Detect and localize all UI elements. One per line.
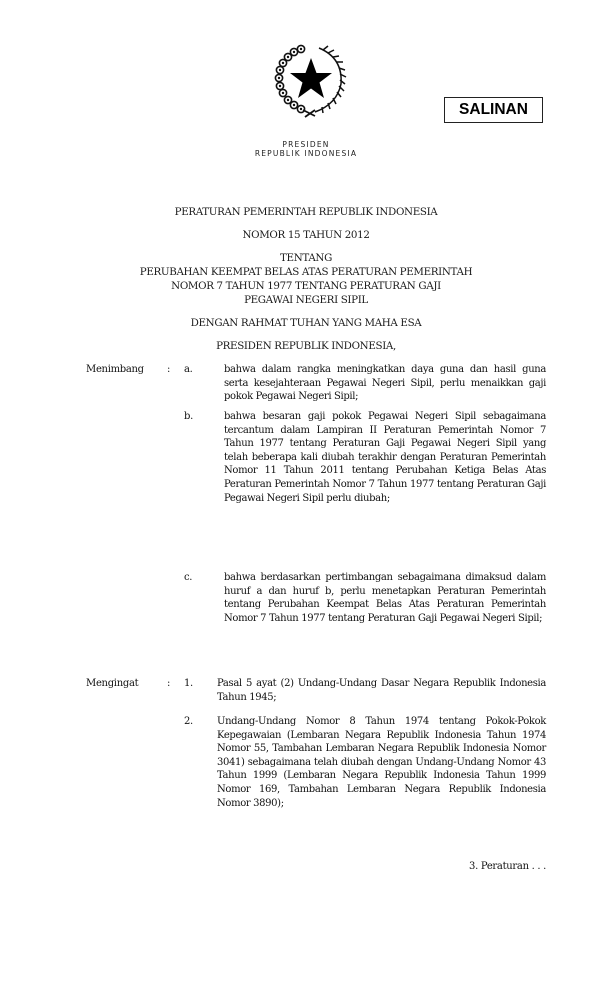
tentang-heading: TENTANG [280, 252, 332, 264]
regulation-number: NOMOR 15 TAHUN 2012 [242, 229, 370, 241]
mengingat-item-2-text: Undang-Undang Nomor 8 Tahun 1974 tentang Pokok-Pokok Kepegawaian (Lembaran Negara Republik Indonesia Tahun 1974 Nomor 55, Tambahan Lembaran Negara Republik Indonesia Nomor 3041) sebagaimana telah diubah dengan Undang-Undang Nomor 43 Tahun 1999 (Lembaran Negara Republik Indonesia Tahun 1999 Nomor 169, Tambahan Lembaran Negara Republik Indonesia Nomor 3890); [217, 716, 546, 809]
menimbang-item-b-mark: b. [184, 411, 193, 422]
salinan-stamp: SALINAN [444, 97, 543, 123]
issuer-line-republik: REPUBLIK INDONESIA [254, 149, 358, 158]
issuer-line-presiden: PRESIDEN [282, 140, 330, 149]
menimbang-item-c-text: bahwa berdasarkan pertimbangan sebagaimana dimaksud dalam huruf a dan huruf b, perlu menetapkan Peraturan Pemerintah tentang Perubahan Keempat Belas Atas Peraturan Pemerintah Nomor 7 Tahun 1977 tentang Peraturan Gaji Pegawai Negeri Sipil; [224, 572, 546, 624]
mengingat-label: Mengingat [86, 678, 139, 689]
subject-line-2: NOMOR 7 TAHUN 1977 TENTANG PERATURAN GAJI [171, 280, 441, 292]
menimbang-label: Menimbang [86, 364, 144, 375]
menimbang-colon: : [167, 364, 171, 375]
menimbang-item-a-text: bahwa dalam rangka meningkatkan daya guna dan hasil guna serta kesejahteraan Pegawai Negeri Sipil, perlu menaikkan gaji pokok Pegawai Negeri Sipil; [224, 364, 546, 403]
menimbang-item-c-mark: c. [184, 572, 193, 583]
continuation-marker: 3. Peraturan . . . [469, 861, 546, 872]
mengingat-colon: : [167, 678, 171, 689]
presidential-emblem-icon [271, 40, 351, 120]
subject-line-1: PERUBAHAN KEEMPAT BELAS ATAS PERATURAN PEMERINTAH [139, 266, 473, 278]
preamble-president: PRESIDEN REPUBLIK INDONESIA, [216, 340, 396, 352]
menimbang-item-a-mark: a. [184, 364, 193, 375]
mengingat-item-1-text: Pasal 5 ayat (2) Undang-Undang Dasar Negara Republik Indonesia Tahun 1945; [217, 678, 546, 703]
mengingat-item-2-mark: 2. [184, 716, 193, 727]
subject-line-3: PEGAWAI NEGERI SIPIL [244, 294, 368, 306]
regulation-title: PERATURAN PEMERINTAH REPUBLIK INDONESIA [174, 206, 438, 218]
mengingat-item-1-mark: 1. [184, 678, 193, 689]
preamble-divine: DENGAN RAHMAT TUHAN YANG MAHA ESA [190, 317, 422, 329]
menimbang-item-b-text: bahwa besaran gaji pokok Pegawai Negeri Sipil sebagaimana tercantum dalam Lampiran II Peraturan Pemerintah Nomor 7 Tahun 1977 tentang Peraturan Gaji Pegawai Negeri Sipil yang telah beberapa kali diubah terakhir dengan Peraturan Pemerintah Nomor 11 Tahun 2011 tentang Perubahan Ketiga Belas Atas Peraturan Pemerintah Nomor 7 Tahun 1977 tentang Peraturan Gaji Pegawai Negeri Sipil perlu diubah; [224, 411, 546, 504]
